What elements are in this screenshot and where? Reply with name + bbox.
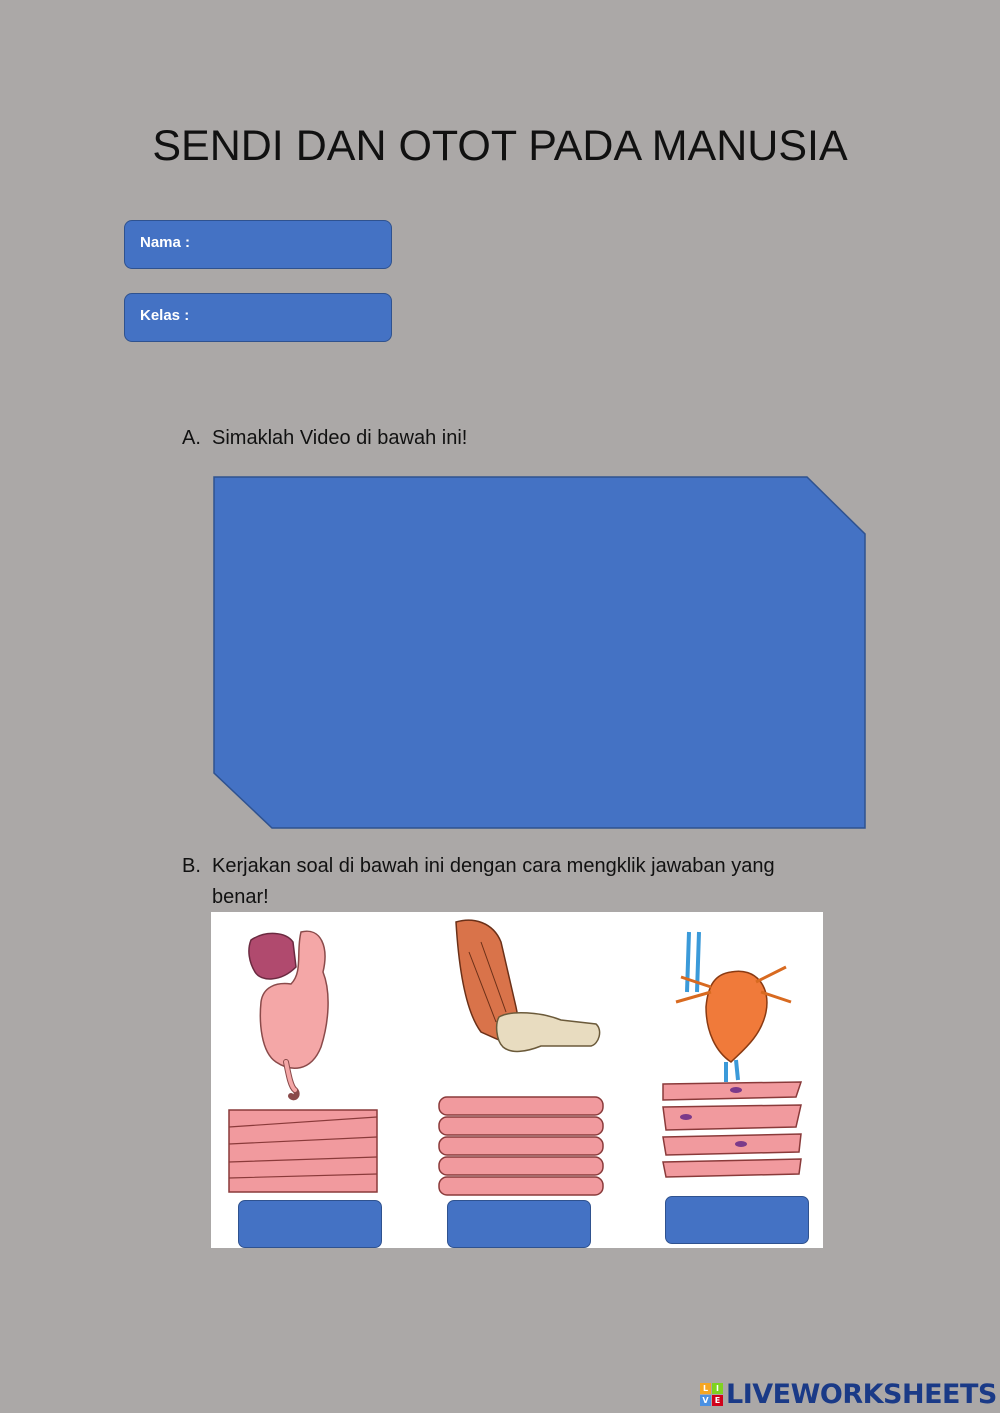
- logo-letter-i: I: [712, 1383, 723, 1394]
- muscle-types-panel: [211, 912, 823, 1248]
- logo-text: LIVEWORKSHEETS: [726, 1378, 997, 1410]
- answer-box-3[interactable]: [665, 1196, 809, 1244]
- answer-box-1[interactable]: [238, 1200, 382, 1248]
- digestive-organs-illustration: [249, 931, 328, 1097]
- name-field[interactable]: [124, 220, 392, 269]
- section-b-letter: B.: [182, 855, 201, 877]
- arm-muscle-illustration: [456, 920, 600, 1051]
- liveworksheets-logo: [700, 1376, 997, 1412]
- section-b-text-line1: Kerjakan soal di bawah ini dengan cara mengklik jawaban yang: [212, 855, 775, 877]
- skeletal-muscle-tissue: [439, 1097, 603, 1195]
- logo-mark: [700, 1383, 723, 1406]
- answer-box-2[interactable]: [447, 1200, 591, 1248]
- cardiac-muscle-tissue: [663, 1082, 801, 1177]
- logo-letter-l: L: [700, 1383, 711, 1394]
- heart-illustration: [676, 932, 791, 1082]
- section-b-text-line2: benar!: [212, 886, 269, 908]
- name-field-label: Nama :: [140, 234, 191, 251]
- section-a-letter: A.: [182, 427, 201, 449]
- class-field-label: Kelas :: [140, 307, 190, 324]
- section-a-text: Simaklah Video di bawah ini!: [212, 427, 468, 449]
- logo-letter-v: V: [700, 1395, 711, 1406]
- section-a-instruction: [182, 423, 467, 454]
- smooth-muscle-tissue: [229, 1110, 377, 1192]
- class-field[interactable]: [124, 293, 392, 342]
- video-placeholder[interactable]: [213, 476, 867, 830]
- page-title: SENDI DAN OTOT PADA MANUSIA: [152, 122, 848, 170]
- logo-letter-e: E: [712, 1395, 723, 1406]
- section-b-instruction: [182, 851, 775, 913]
